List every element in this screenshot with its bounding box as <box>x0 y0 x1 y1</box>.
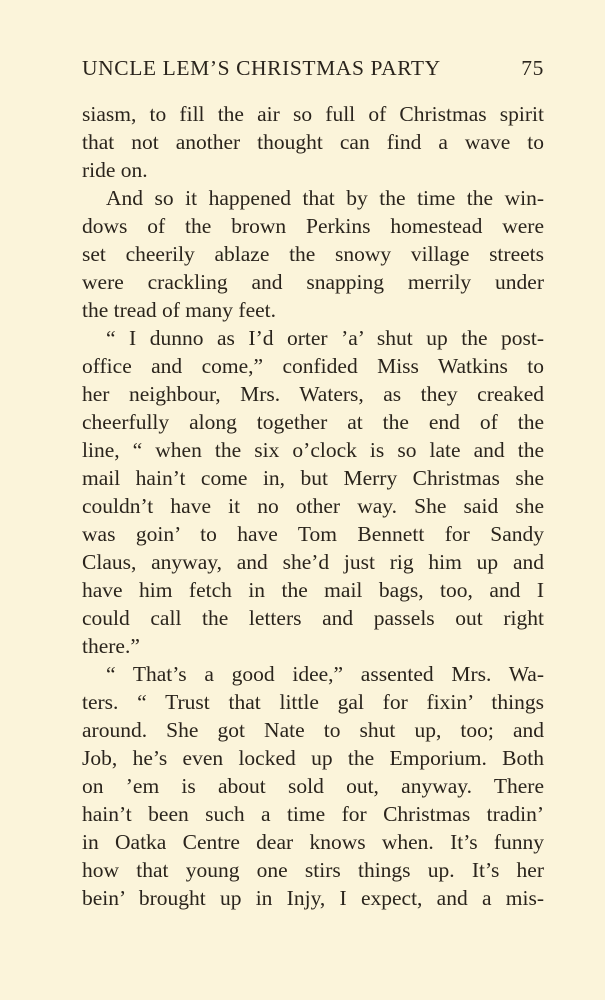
text-line: “ That’s a good idee,” assented Mrs. Wa- <box>106 662 544 686</box>
text-line: ters. “ Trust that little gal for fixin’ things <box>82 690 544 714</box>
text-line: have him fetch in the mail bags, too, and I <box>82 578 544 602</box>
text-line: how that young one stirs things up. It’s her <box>82 858 544 882</box>
text-line: could call the letters and passels out right <box>82 606 544 630</box>
text-line: ride on. <box>82 158 148 182</box>
text-line: set cheerily ablaze the snowy village streets <box>82 242 544 266</box>
text-line: dows of the brown Perkins homestead were <box>82 214 544 238</box>
text-line: Job, he’s even locked up the Emporium. Both <box>82 746 544 770</box>
text-line: on ’em is about sold out, anyway. There <box>82 774 544 798</box>
page-number: 75 <box>521 56 544 80</box>
text-line: line, “ when the six o’clock is so late and the <box>82 438 544 462</box>
body-text <box>82 100 544 912</box>
text-line: And so it happened that by the time the win- <box>106 186 544 210</box>
text-line: couldn’t have it no other way. She said she <box>82 494 544 518</box>
text-line: “ I dunno as I’d orter ’a’ shut up the post- <box>106 326 544 350</box>
text-line: the tread of many feet. <box>82 298 277 322</box>
text-line: was goin’ to have Tom Bennett for Sandy <box>82 522 544 546</box>
text-line: Claus, anyway, and she’d just rig him up and <box>82 550 544 574</box>
text-line: that not another thought can find a wave to <box>82 130 544 154</box>
running-header <box>82 56 544 88</box>
text-line: mail hain’t come in, but Merry Christmas she <box>82 466 544 490</box>
text-line: her neighbour, Mrs. Waters, as they creaked <box>82 382 544 406</box>
text-line: hain’t been such a time for Christmas tradin’ <box>82 802 544 826</box>
text-line: siasm, to fill the air so full of Christmas spirit <box>82 102 544 126</box>
text-line: office and come,” confided Miss Watkins to <box>82 354 544 378</box>
text-line: bein’ brought up in Injy, I expect, and a mis- <box>82 886 544 910</box>
text-line: cheerfully along together at the end of the <box>82 410 544 434</box>
text-line: were crackling and snapping merrily under <box>82 270 544 294</box>
running-title: UNCLE LEM’S CHRISTMAS PARTY <box>82 56 441 80</box>
text-line: around. She got Nate to shut up, too; and <box>82 718 544 742</box>
text-line: there.” <box>82 634 140 658</box>
text-line: in Oatka Centre dear knows when. It’s funny <box>82 830 544 854</box>
